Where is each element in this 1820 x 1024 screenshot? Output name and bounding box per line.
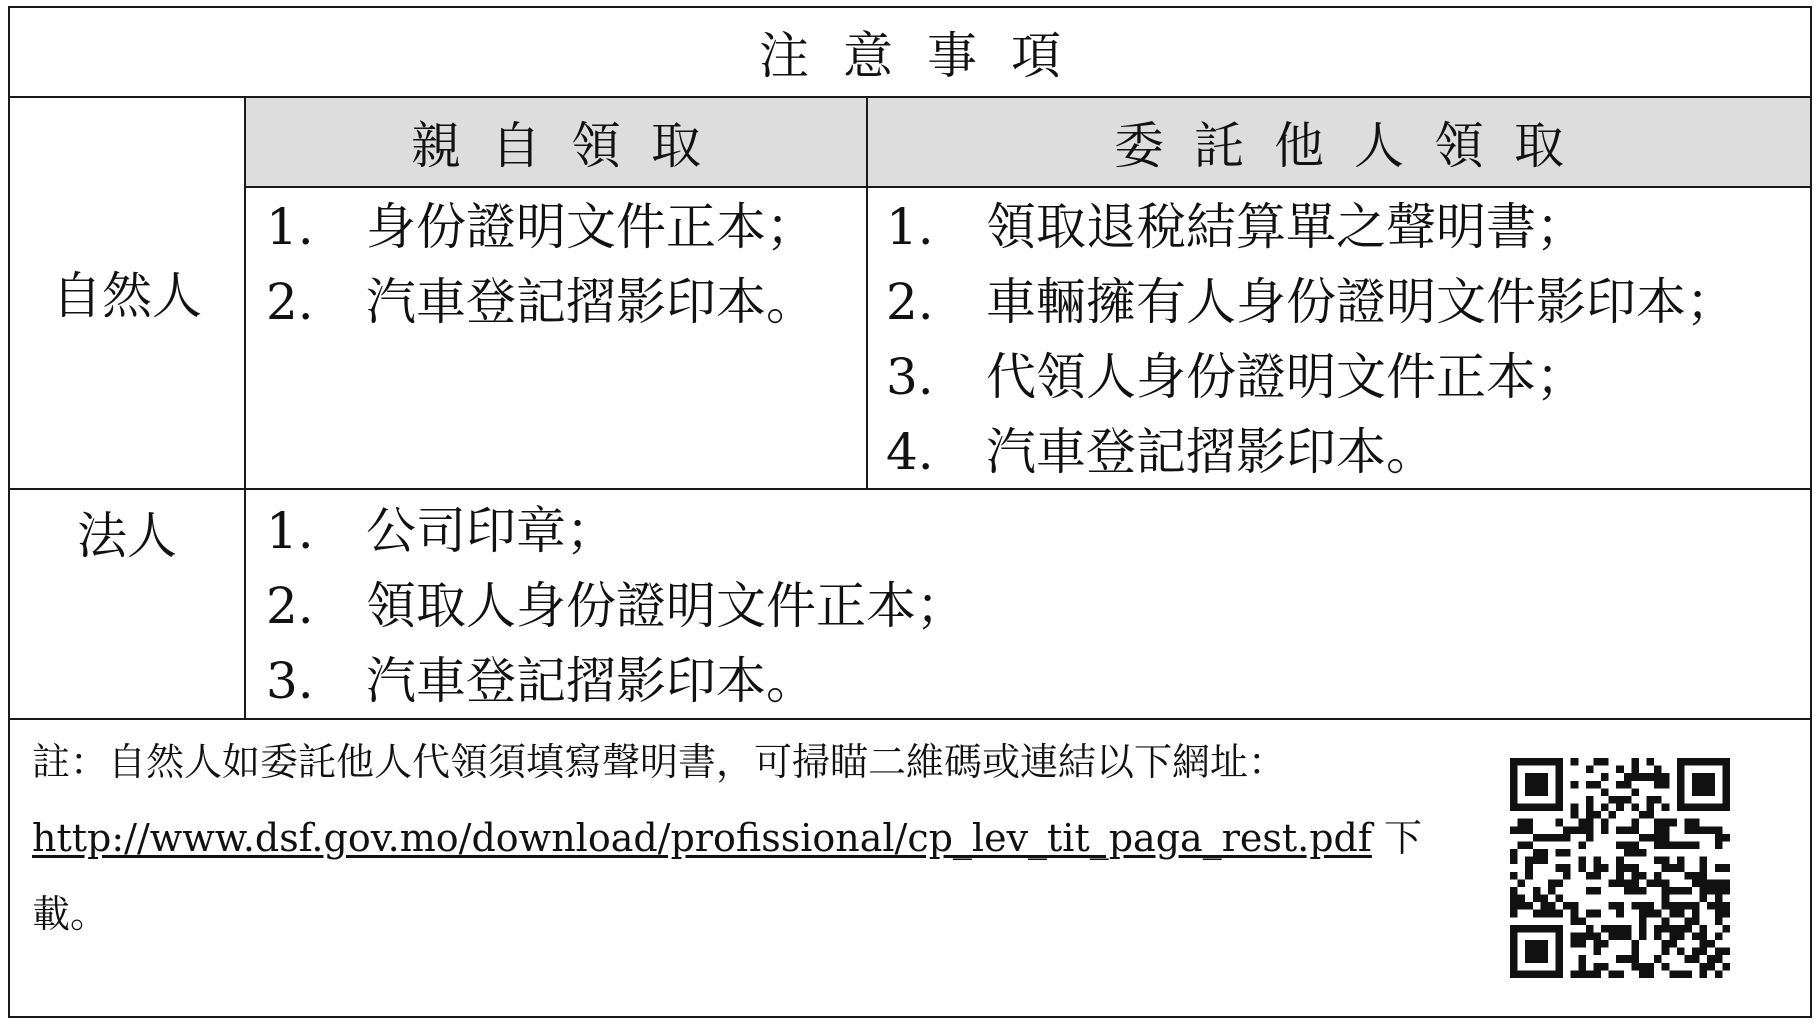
row-label-natural-person: 自然人 bbox=[52, 267, 202, 325]
divider bbox=[10, 718, 1810, 720]
item-number: 2. bbox=[266, 273, 314, 331]
item-text: 汽車登記摺影印本。 bbox=[366, 652, 816, 710]
delegate-collect-list bbox=[886, 190, 1806, 490]
qr-code-icon[interactable] bbox=[1510, 758, 1730, 978]
table-title: 注意事項 bbox=[759, 27, 1095, 85]
item-text: 汽車登記摺影印本。 bbox=[986, 423, 1436, 481]
list-item bbox=[266, 190, 826, 265]
item-number: 4. bbox=[886, 423, 934, 481]
divider bbox=[866, 96, 868, 488]
item-number: 1. bbox=[886, 198, 934, 256]
item-number: 2. bbox=[266, 577, 314, 635]
item-number: 3. bbox=[886, 348, 934, 406]
divider bbox=[244, 96, 246, 718]
item-number: 2. bbox=[886, 273, 934, 331]
notice-table bbox=[8, 6, 1812, 1018]
list-item bbox=[266, 494, 1786, 569]
list-item bbox=[886, 415, 1806, 490]
row-label-legal-person: 法人 bbox=[77, 507, 177, 565]
item-text: 領取退稅結算單之聲明書； bbox=[986, 198, 1586, 256]
item-text: 車輛擁有人身份證明文件影印本； bbox=[986, 273, 1736, 331]
note bbox=[32, 724, 1423, 952]
item-text: 領取人身份證明文件正本； bbox=[366, 577, 966, 635]
note-suffix: 下載。 bbox=[32, 816, 1423, 936]
list-item bbox=[266, 569, 1786, 644]
divider bbox=[10, 488, 1810, 490]
item-text: 汽車登記摺影印本。 bbox=[366, 273, 816, 331]
item-number: 1. bbox=[266, 198, 314, 256]
legal-person-list bbox=[266, 494, 1786, 719]
item-text: 公司印章； bbox=[366, 502, 616, 560]
list-item bbox=[266, 644, 1786, 719]
item-text: 代領人身份證明文件正本； bbox=[986, 348, 1586, 406]
note-text: 註：自然人如委託他人代領須填寫聲明書，可掃瞄二維碼或連結以下網址： bbox=[32, 740, 1287, 784]
divider bbox=[246, 186, 1810, 188]
download-link[interactable]: http://www.dsf.gov.mo/download/profissional/cp_lev_tit_paga_rest.pdf bbox=[32, 816, 1372, 860]
list-item bbox=[886, 190, 1806, 265]
header-delegate-collect: 委託他人領取 bbox=[868, 98, 1810, 186]
item-number: 1. bbox=[266, 502, 314, 560]
list-item bbox=[886, 340, 1806, 415]
self-collect-list bbox=[266, 190, 826, 340]
item-number: 3. bbox=[266, 652, 314, 710]
list-item bbox=[266, 265, 826, 340]
header-self-collect: 親自領取 bbox=[246, 98, 866, 186]
list-item bbox=[886, 265, 1806, 340]
item-text: 身份證明文件正本； bbox=[366, 198, 816, 256]
